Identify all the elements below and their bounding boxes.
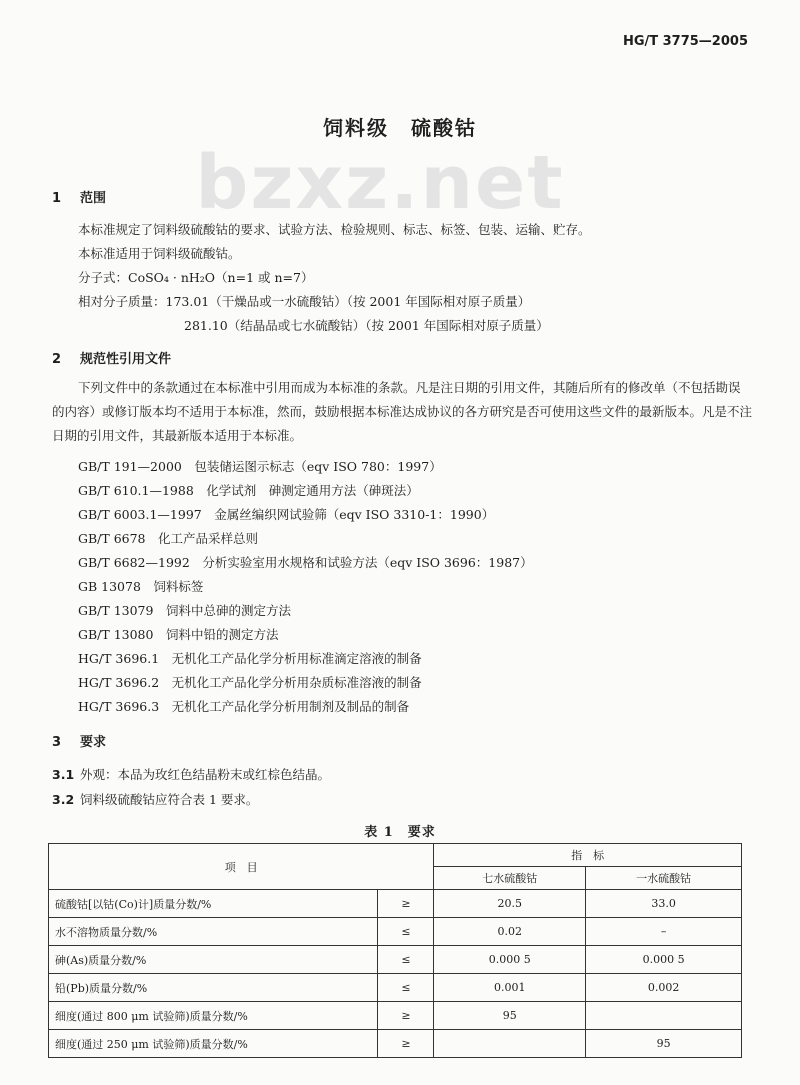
row-value-b — [586, 1002, 742, 1030]
row-comparator: ≤ — [378, 946, 434, 974]
section-2-heading — [52, 348, 171, 367]
table-row — [49, 1030, 742, 1058]
row-value-b: – — [586, 918, 742, 946]
reference-item: GB/T 6682—1992 分析实验室用水规格和试验方法（eqv ISO 3696：1987） — [78, 555, 533, 570]
reference-item: GB 13078 饲料标签 — [78, 579, 204, 594]
reference-item: HG/T 3696.1 无机化工产品化学分析用标准滴定溶液的制备 — [78, 651, 422, 666]
table-row — [49, 1002, 742, 1030]
table-row — [49, 890, 742, 918]
requirement-number: 3.2 — [52, 792, 75, 807]
reference-item: HG/T 3696.3 无机化工产品化学分析用制剂及制品的制备 — [78, 699, 410, 714]
molecular-mass: 相对分子质量：173.01（干燥品或一水硫酸钴）（按 2001 年国际相对原子质量） — [78, 294, 531, 309]
table-caption: 表 1 要求 — [364, 825, 436, 840]
header-monohydrate: 一水硫酸钴 — [586, 867, 742, 890]
requirement-text: 饲料级硫酸钴应符合表 1 要求。 — [80, 792, 259, 807]
row-value-a: 0.001 — [434, 974, 586, 1002]
reference-item: GB/T 13080 饲料中铅的测定方法 — [78, 627, 279, 642]
section-3-number: 3 — [52, 735, 62, 750]
row-value-b: 0.002 — [586, 974, 742, 1002]
row-comparator: ≤ — [378, 918, 434, 946]
molecular-formula: 分子式：CoSO₄ · nH₂O（n=1 或 n=7） — [78, 270, 314, 285]
section-1-heading — [52, 187, 106, 206]
reference-item: GB/T 13079 饲料中总砷的测定方法 — [78, 603, 291, 618]
requirement-item — [52, 790, 258, 808]
row-item: 水不溶物质量分数/% — [49, 918, 378, 946]
row-comparator: ≥ — [378, 1002, 434, 1030]
row-comparator: ≥ — [378, 890, 434, 918]
standard-number: HG/T 3775—2005 — [622, 34, 748, 49]
row-value-b: 95 — [586, 1030, 742, 1058]
table-row — [49, 918, 742, 946]
row-value-a: 95 — [434, 1002, 586, 1030]
watermark: bzxz.net — [195, 140, 565, 226]
row-value-a: 20.5 — [434, 890, 586, 918]
reference-item: GB/T 191—2000 包装储运图示标志（eqv ISO 780：1997） — [78, 459, 442, 474]
section-1-title: 范围 — [80, 191, 107, 206]
reference-item: GB/T 6678 化工产品采样总则 — [78, 531, 259, 546]
section-2-number: 2 — [52, 352, 62, 367]
requirement-text: 外观：本品为玫红色结晶粉末或红棕色结晶。 — [80, 767, 331, 782]
header-index: 指 标 — [434, 844, 742, 867]
header-heptahydrate: 七水硫酸钴 — [434, 867, 586, 890]
document-title: 饲料级 硫酸钴 — [323, 116, 477, 140]
row-item: 细度(通过 800 μm 试验筛)质量分数/% — [49, 1002, 378, 1030]
section-3-title: 要求 — [80, 735, 107, 750]
row-item: 砷(As)质量分数/% — [49, 946, 378, 974]
row-value-b: 0.000 5 — [586, 946, 742, 974]
requirement-number: 3.1 — [52, 767, 75, 782]
row-comparator: ≤ — [378, 974, 434, 1002]
scope-line: 本标准规定了饲料级硫酸钴的要求、试验方法、检验规则、标志、标签、包装、运输、贮存。 — [78, 222, 591, 237]
header-item: 项 目 — [49, 844, 434, 890]
section-2-title: 规范性引用文件 — [80, 352, 172, 367]
row-item: 铅(Pb)质量分数/% — [49, 974, 378, 1002]
scope-line: 本标准适用于饲料级硫酸钴。 — [78, 246, 241, 261]
requirement-item — [52, 765, 330, 783]
requirements-table — [48, 843, 742, 1058]
section-3-heading — [52, 731, 106, 750]
reference-item: HG/T 3696.2 无机化工产品化学分析用杂质标准溶液的制备 — [78, 675, 422, 690]
row-item: 硫酸钴[以钴(Co)计]质量分数/% — [49, 890, 378, 918]
row-value-a: 0.02 — [434, 918, 586, 946]
section-1-number: 1 — [52, 191, 62, 206]
references-paragraph — [52, 376, 752, 448]
reference-item: GB/T 610.1—1988 化学试剂 砷测定通用方法（砷斑法） — [78, 483, 419, 498]
row-value-a: 0.000 5 — [434, 946, 586, 974]
references-paragraph-text: 下列文件中的条款通过在本标准中引用而成为本标准的条款。凡是注日期的引用文件，其随后所有的修改单（不包括勘误的内容）或修订版本均不适用于本标准，然而，鼓励根据本标准达成协议的各方研究是否可使用这些文件的最新版本。凡是不注日期的引用文件，其最新版本适用于本标准。 — [52, 380, 753, 443]
row-comparator: ≥ — [378, 1030, 434, 1058]
molecular-mass-2: 281.10（结晶品或七水硫酸钴）（按 2001 年国际相对原子质量） — [184, 318, 549, 333]
reference-item: GB/T 6003.1—1997 金属丝编织网试验筛（eqv ISO 3310-1：1990） — [78, 507, 495, 522]
row-value-b: 33.0 — [586, 890, 742, 918]
row-item: 细度(通过 250 μm 试验筛)质量分数/% — [49, 1030, 378, 1058]
table-row — [49, 974, 742, 1002]
table-header-row — [49, 844, 742, 867]
row-value-a — [434, 1030, 586, 1058]
table-row — [49, 946, 742, 974]
